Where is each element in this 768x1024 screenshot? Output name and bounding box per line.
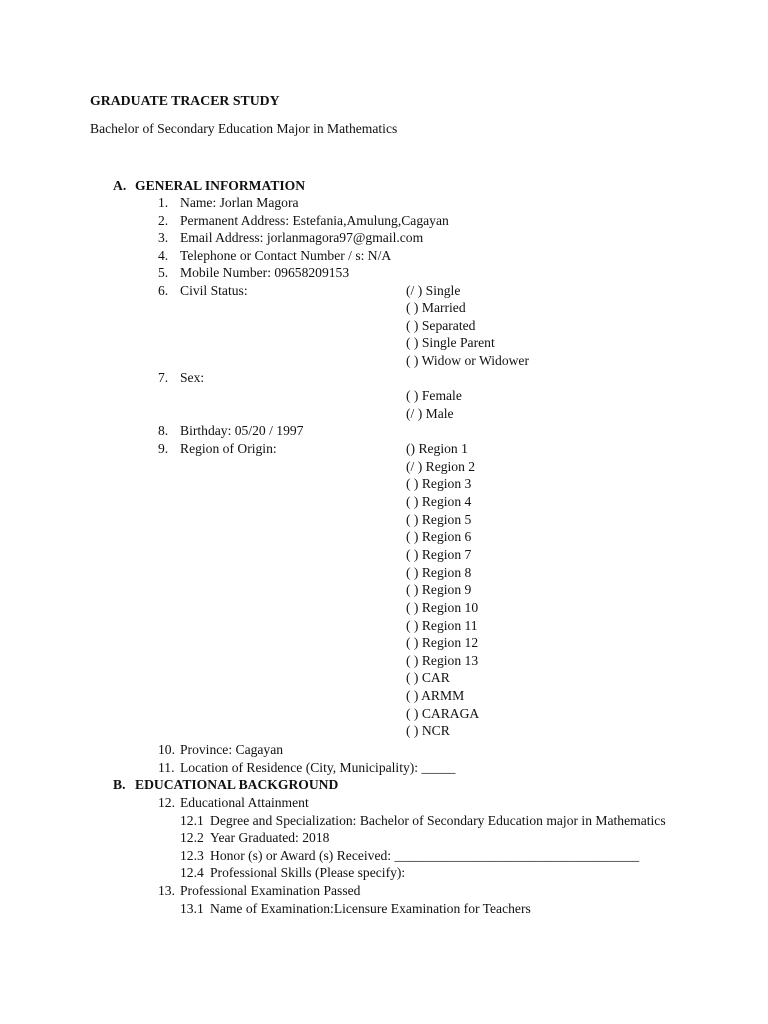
item-number: 13.	[158, 883, 175, 898]
item-number: 4.	[158, 248, 169, 263]
item-number: 11.	[158, 760, 175, 775]
item-number: 3.	[158, 230, 169, 245]
province-field: Province: Cagayan	[180, 742, 284, 757]
item-number: 10.	[158, 742, 175, 757]
residence-location-field: Location of Residence (City, Municipality): _____	[180, 760, 456, 775]
civil-status-option: ( ) Separated	[406, 318, 476, 333]
region-option: ( ) Region 12	[406, 635, 479, 650]
section-b-letter: B.	[113, 777, 126, 792]
birthday-field: Birthday: 05/20 / 1997	[180, 423, 304, 438]
subitem-number: 13.1	[180, 901, 204, 916]
educational-attainment-label: Educational Attainment	[180, 795, 309, 810]
region-option: ( ) CARAGA	[406, 706, 480, 721]
region-option: ( ) Region 10	[406, 600, 479, 615]
region-option: ( ) Region 3	[406, 476, 472, 491]
item-number: 2.	[158, 213, 169, 228]
item-number: 1.	[158, 195, 169, 210]
professional-exam-label: Professional Examination Passed	[180, 883, 361, 898]
region-option: ( ) Region 13	[406, 653, 479, 668]
region-option: ( ) Region 9	[406, 582, 472, 597]
civil-status-option: ( ) Single Parent	[406, 335, 495, 350]
region-option: ( ) Region 7	[406, 547, 472, 562]
subitem-number: 12.1	[180, 813, 204, 828]
region-option: ( ) Region 4	[406, 494, 472, 509]
section-a-letter: A.	[113, 178, 127, 193]
item-number: 9.	[158, 441, 169, 456]
item-number: 8.	[158, 423, 169, 438]
subitem-number: 12.4	[180, 865, 204, 880]
region-option: ( ) Region 8	[406, 565, 472, 580]
item-number: 5.	[158, 265, 169, 280]
subitem-number: 12.2	[180, 830, 204, 845]
sex-option: ( ) Female	[406, 388, 462, 403]
telephone-field: Telephone or Contact Number / s: N/A	[180, 248, 392, 263]
region-option: ( ) Region 5	[406, 512, 472, 527]
region-option: () Region 1	[406, 441, 468, 456]
region-option: (/ ) Region 2	[406, 459, 476, 474]
region-option: ( ) Region 11	[406, 618, 478, 633]
region-of-origin-label: Region of Origin:	[180, 441, 277, 456]
year-graduated-field: Year Graduated: 2018	[210, 830, 330, 845]
region-option: ( ) ARMM	[406, 688, 465, 703]
exam-name-field: Name of Examination:Licensure Examination for Teachers	[210, 901, 531, 916]
honors-awards-field: Honor (s) or Award (s) Received: ____________________________________	[210, 848, 640, 863]
sex-label: Sex:	[180, 370, 205, 385]
subitem-number: 12.3	[180, 848, 204, 863]
document-title: GRADUATE TRACER STUDY	[90, 93, 280, 108]
region-option: ( ) CAR	[406, 670, 450, 685]
item-number: 6.	[158, 283, 169, 298]
civil-status-option: (/ ) Single	[406, 283, 461, 298]
sex-option: (/ ) Male	[406, 406, 454, 421]
section-a-title: GENERAL INFORMATION	[135, 178, 306, 193]
degree-specialization-field: Degree and Specialization: Bachelor of Secondary Education major in Mathematics	[210, 813, 666, 828]
item-number: 7.	[158, 370, 169, 385]
professional-skills-field: Professional Skills (Please specify):	[210, 865, 406, 880]
email-address-field: Email Address: jorlanmagora97@gmail.com	[180, 230, 424, 245]
region-option: ( ) NCR	[406, 723, 450, 738]
civil-status-option: ( ) Widow or Widower	[406, 353, 529, 368]
mobile-number-field: Mobile Number: 09658209153	[180, 265, 350, 280]
permanent-address-field: Permanent Address: Estefania,Amulung,Cagayan	[180, 213, 449, 228]
region-option: ( ) Region 6	[406, 529, 472, 544]
civil-status-option: ( ) Married	[406, 300, 466, 315]
name-field: Name: Jorlan Magora	[180, 195, 299, 210]
section-b-title: EDUCATIONAL BACKGROUND	[135, 777, 339, 792]
item-number: 12.	[158, 795, 175, 810]
program-subtitle: Bachelor of Secondary Education Major in Mathematics	[90, 121, 398, 136]
civil-status-label: Civil Status:	[180, 283, 248, 298]
